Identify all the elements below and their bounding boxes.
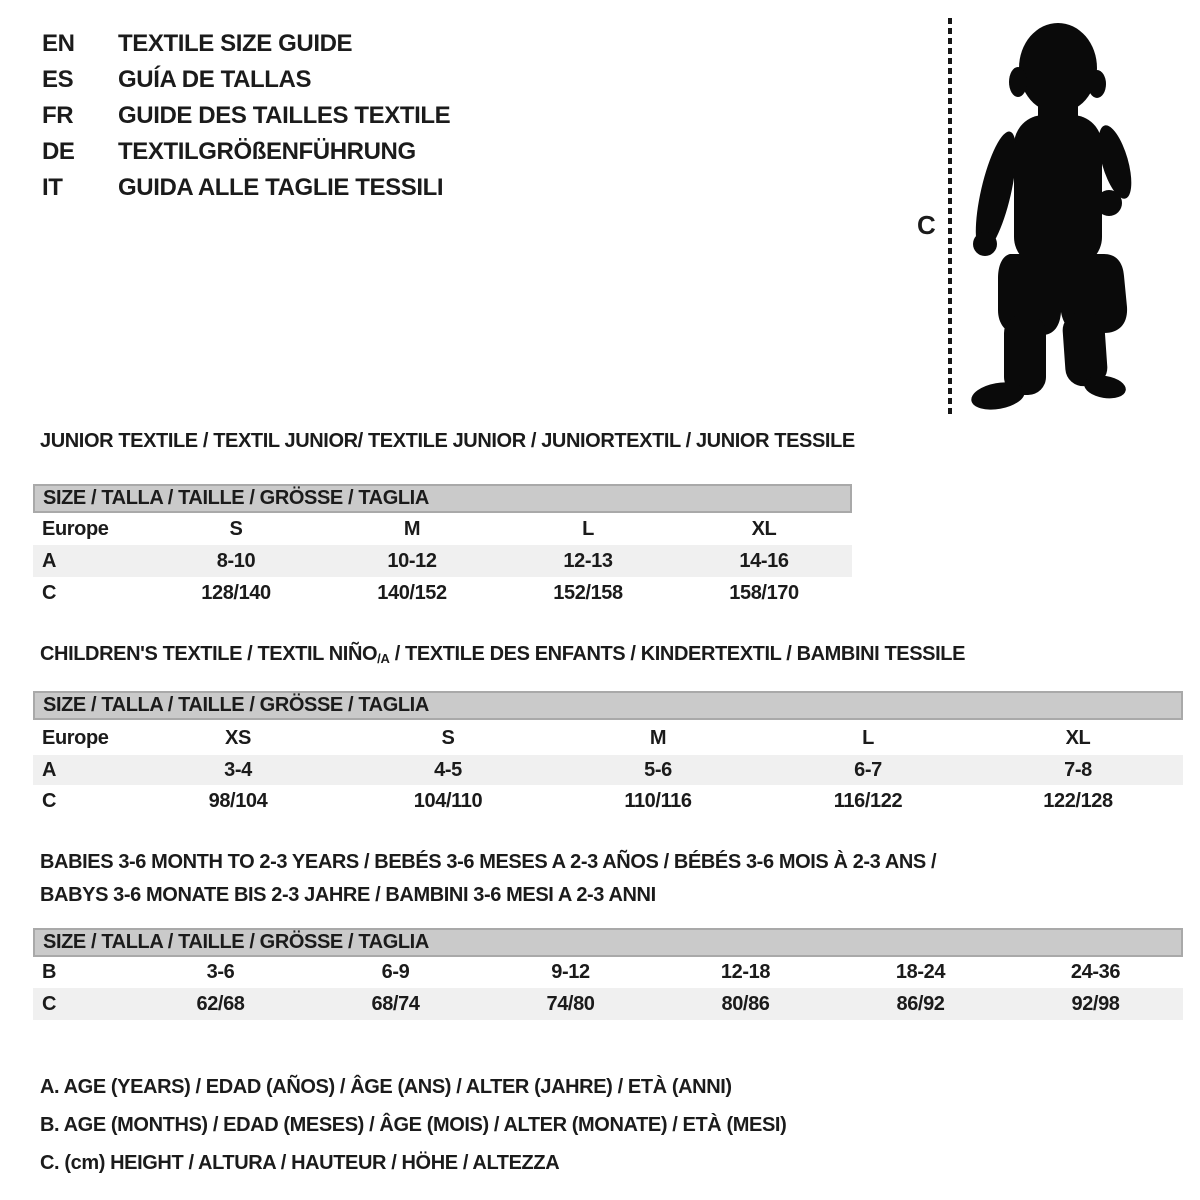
height-cell: 122/128 [1043, 790, 1113, 812]
table-row [33, 988, 1183, 1020]
children-section-title [40, 643, 965, 666]
height-cell: 104/110 [413, 790, 483, 812]
guide-title-it: GUIDA ALLE TAGLIE TESSILI [118, 174, 444, 201]
toddler-silhouette [968, 20, 1134, 414]
row-label: A [42, 549, 57, 572]
height-cell: 86/92 [896, 992, 945, 1015]
age-cell: 6-7 [854, 758, 882, 781]
junior-size-header: SIZE / TALLA / TAILLE / GRÖSSE / TAGLIA [33, 484, 852, 513]
age-cell: 4-5 [434, 758, 462, 781]
size-cell: M [649, 727, 667, 749]
footnote-a: A. AGE (YEARS) / EDAD (AÑOS) / ÂGE (ANS) / ALTER (JAHRE) / ETÀ (ANNI) [40, 1076, 732, 1098]
height-cell: 110/116 [624, 790, 692, 812]
size-cell: L [582, 517, 594, 540]
language-code: IT [42, 174, 63, 201]
junior-section-title: JUNIOR TEXTILE / TEXTIL JUNIOR/ TEXTILE JUNIOR / JUNIORTEXTIL / JUNIOR TESSILE [40, 430, 855, 452]
footnote-c: C. (cm) HEIGHT / ALTURA / HAUTEUR / HÖHE / ALTEZZA [40, 1152, 560, 1174]
row-label: C [42, 581, 57, 604]
size-cell: XL [1065, 727, 1091, 749]
children-title-sub: /A [377, 651, 390, 666]
height-cell: 158/170 [729, 581, 799, 604]
language-row-en [42, 26, 450, 62]
height-dashed-line [948, 18, 952, 416]
footnote-b: B. AGE (MONTHS) / EDAD (MESES) / ÂGE (MOIS) / ALTER (MONATE) / ETÀ (MESI) [40, 1114, 787, 1136]
height-cell: 152/158 [553, 581, 623, 604]
babies-section-title-line1: BABIES 3-6 MONTH TO 2-3 YEARS / BEBÉS 3-6 MESES A 2-3 AÑOS / BÉBÉS 3-6 MOIS À 2-3 ANS / [40, 851, 937, 873]
height-cell: 116/122 [833, 790, 903, 812]
row-label: C [42, 790, 57, 812]
height-cell: 128/140 [201, 581, 271, 604]
age-cell: 12-18 [720, 961, 771, 983]
height-cell: 98/104 [208, 790, 268, 812]
row-label: A [42, 758, 57, 781]
row-label: Europe [42, 727, 109, 749]
row-label: B [42, 961, 57, 983]
table-row [33, 513, 852, 545]
language-code: EN [42, 30, 75, 57]
language-code: FR [42, 102, 74, 129]
language-row-de [42, 134, 450, 170]
size-cell: XS [225, 727, 251, 749]
age-cell: 9-12 [551, 961, 590, 983]
age-cell: 18-24 [895, 961, 946, 983]
table-row [33, 545, 852, 577]
babies-section-title-line2: BABYS 3-6 MONATE BIS 2-3 JAHRE / BAMBINI 3-6 MESI A 2-3 ANNI [40, 884, 656, 906]
age-cell: 14-16 [739, 549, 789, 572]
language-row-es [42, 62, 450, 98]
height-cell: 80/86 [721, 992, 770, 1015]
height-cell: 140/152 [377, 581, 447, 604]
language-row-it [42, 170, 450, 206]
height-cell: 62/68 [196, 992, 245, 1015]
guide-title-de: TEXTILGRÖßENFÜHRUNG [118, 138, 416, 165]
age-cell: 3-6 [206, 961, 235, 983]
babies-size-header: SIZE / TALLA / TAILLE / GRÖSSE / TAGLIA [33, 928, 1183, 957]
age-cell: 7-8 [1064, 758, 1092, 781]
height-cell: 92/98 [1071, 992, 1120, 1015]
guide-title-en: TEXTILE SIZE GUIDE [118, 30, 353, 57]
size-cell: S [229, 517, 243, 540]
table-row [33, 722, 1183, 755]
age-cell: 6-9 [381, 961, 410, 983]
age-cell: 8-10 [216, 549, 256, 572]
age-cell: 12-13 [563, 549, 613, 572]
guide-title-fr: GUIDE DES TAILLES TEXTILE [118, 102, 451, 129]
row-label: C [42, 992, 57, 1015]
size-cell: S [441, 727, 455, 749]
table-row [33, 577, 852, 609]
height-cell: 68/74 [371, 992, 420, 1015]
size-cell: L [862, 727, 874, 749]
height-measure-label: C [917, 210, 936, 240]
children-title-prefix: CHILDREN'S TEXTILE / TEXTIL NIÑO [40, 643, 378, 665]
age-cell: 10-12 [387, 549, 437, 572]
size-cell: M [403, 517, 421, 540]
language-code: ES [42, 66, 74, 93]
language-row-fr [42, 98, 450, 134]
table-row [33, 785, 1183, 818]
children-size-header: SIZE / TALLA / TAILLE / GRÖSSE / TAGLIA [33, 691, 1183, 720]
age-cell: 3-4 [224, 758, 252, 781]
language-list [42, 26, 450, 206]
children-title-suffix: / TEXTILE DES ENFANTS / KINDERTEXTIL / BAMBINI TESSILE [389, 643, 966, 665]
row-label: Europe [42, 517, 109, 540]
language-code: DE [42, 138, 75, 165]
size-cell: XL [751, 517, 777, 540]
table-row [33, 957, 1183, 988]
height-cell: 74/80 [546, 992, 595, 1015]
age-cell: 5-6 [644, 758, 672, 781]
table-row [33, 755, 1183, 785]
guide-title-es: GUÍA DE TALLAS [118, 66, 312, 93]
age-cell: 24-36 [1070, 961, 1121, 983]
footnotes [40, 1068, 786, 1182]
